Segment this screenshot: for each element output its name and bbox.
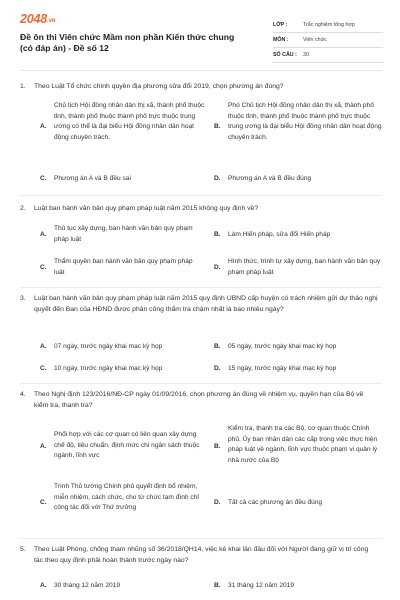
option-text: Trình Thủ tướng Chính phủ quyết định bổ nhiệm, miễn nhiệm, cách chức, cho từ chức tạm đình chỉ công tác đối với Thứ trưởng <box>54 483 199 511</box>
option-letter: B. <box>214 343 221 350</box>
option-4b[interactable] <box>214 424 384 476</box>
logo-suffix: .vn <box>47 18 56 24</box>
document-meta <box>273 18 383 63</box>
page-header <box>20 12 382 60</box>
question-text: Luật ban hành văn bản quy phạm pháp luật năm 2015 không quy định về? <box>34 205 259 212</box>
meta-row-subject <box>273 33 383 48</box>
option-text: Kiểm tra, thanh tra các Bộ, cơ quan thuộc Chính phủ, Ủy ban nhân dân các cấp trong việc thực hiện pháp luật về ngành, lĩnh vực thuộc phạm vi quản lý nhà nước của Bộ <box>228 425 378 464</box>
meta-value: 30 <box>303 52 309 58</box>
option-letter: A. <box>40 343 47 350</box>
option-text: Hình thức, trình tự xây dựng, ban hành văn bản quy phạm pháp luật <box>228 258 381 276</box>
meta-row-count <box>273 48 383 63</box>
option-letter: A. <box>40 443 47 450</box>
option-1b[interactable] <box>214 101 384 154</box>
question-text: Luật ban hành văn bản quy phạm pháp luật năm 2015 quy định UBND cấp huyện có trách nhiệm gửi dự thảo nghị quyết đến Ban của HĐND được phân công thẩm tra chậm nhất là bao nhiêu ngày? <box>34 295 378 313</box>
option-text: Phó Chủ tịch Hội đồng nhân dân thị xã, thành phố thuộc tỉnh, thành phố thuộc thành phố trực thuộc trung ương là đại biểu Hội đồng nhân dân hoạt động chuyên trách. <box>228 102 382 141</box>
option-letter: C. <box>40 499 47 506</box>
question-number: 2. <box>20 205 26 212</box>
option-2d[interactable] <box>214 257 384 279</box>
question-divider <box>20 287 382 288</box>
option-letter: C. <box>40 175 47 182</box>
document-title: Đề ôn thi Viên chức Mầm non phần Kiến thức chung (có đáp án) - Đề số 12 <box>20 32 235 53</box>
option-text: 10 ngày, trước ngày khai mạc kỳ họp <box>54 365 163 372</box>
question-text: Theo Luật Phòng, chống tham nhũng số 36/2018/QH14, việc kê khai lần đầu đối với Người đang giữ vị trí công tác theo quy định phải hoàn thành trước ngày nào? <box>34 546 369 564</box>
option-letter: D. <box>214 365 221 372</box>
option-letter: D. <box>214 175 221 182</box>
question-number: 5. <box>20 546 26 553</box>
meta-value: Trắc nghiệm tổng hợp <box>303 22 355 28</box>
question-text: Theo Nghị định 123/2016/NĐ-CP ngày 01/09/2016, chọn phương án đúng về nhiệm vụ, quyền hạn của Bộ về kiểm tra, thanh tra? <box>34 391 364 409</box>
question-number: 3. <box>20 295 26 302</box>
question-number: 4. <box>20 391 26 398</box>
option-4c[interactable] <box>40 482 210 528</box>
option-letter: B. <box>214 582 221 589</box>
option-text: Thủ tục xây dựng, ban hành văn bản quy phạm pháp luật <box>54 225 193 243</box>
option-text: 15 ngày, trước ngày khai mạc kỳ họp <box>228 365 337 372</box>
logo-text: 2048 <box>20 12 48 26</box>
option-text: Thẩm quyền ban hành văn bản quy phạm pháp luật <box>54 258 193 276</box>
meta-row-class <box>273 18 383 33</box>
option-letter: D. <box>214 499 221 506</box>
option-2a[interactable] <box>40 224 210 246</box>
question-number: 1. <box>20 83 26 90</box>
meta-label: SỐ CÂU : <box>273 52 297 58</box>
option-2c[interactable] <box>40 257 210 279</box>
option-text: Tất cả các phương án đều đúng <box>228 499 323 506</box>
option-letter: A. <box>40 231 47 238</box>
option-text: Phối hợp với các cơ quan có liên quan xây dựng chế độ, tiêu chuẩn, định mức chi ngân sách thuộc ngành, lĩnh vực <box>54 431 200 459</box>
meta-value: Viên chức <box>303 37 327 43</box>
option-1a[interactable] <box>40 101 210 154</box>
option-text: Phương án A và B đều đúng <box>228 175 312 182</box>
site-logo[interactable] <box>20 12 55 26</box>
meta-label: LỚP : <box>273 22 288 28</box>
option-letter: C. <box>40 264 47 271</box>
option-letter: C. <box>40 365 47 372</box>
option-4a[interactable] <box>40 430 210 472</box>
option-text: Phương án A và B đều sai <box>54 175 131 182</box>
option-letter: A. <box>40 123 47 130</box>
option-text: Làm Hiến pháp, sửa đổi Hiến pháp <box>228 231 331 238</box>
option-letter: D. <box>214 264 221 271</box>
question-text: Theo Luật Tổ chức chính quyền địa phương sửa đổi 2019, chọn phương án đúng? <box>34 83 284 90</box>
question-divider <box>20 383 382 384</box>
option-letter: A. <box>40 582 47 589</box>
option-letter: B. <box>214 443 221 450</box>
question-divider <box>20 538 382 539</box>
option-letter: B. <box>214 123 221 130</box>
question-divider <box>20 195 382 196</box>
option-text: 30 tháng 12 năm 2019 <box>54 582 120 589</box>
meta-label: MÔN : <box>273 37 289 43</box>
header-divider <box>20 70 382 71</box>
option-letter: B. <box>214 231 221 238</box>
option-text: 05 ngày, trước ngày khai mạc kỳ họp <box>228 343 337 350</box>
option-text: Chủ tịch Hội đồng nhân dân thị xã, thành phố thuộc tỉnh, thành phố thuộc thành phố trực thuộc trung ương có thể là đại biểu Hội đồng nhân dân hoạt động chuyên trách. <box>54 102 205 141</box>
option-text: 07 ngày, trước ngày khai mạc kỳ họp <box>54 343 163 350</box>
option-text: 31 tháng 12 năm 2019 <box>228 582 294 589</box>
option-2b[interactable] <box>214 224 384 246</box>
